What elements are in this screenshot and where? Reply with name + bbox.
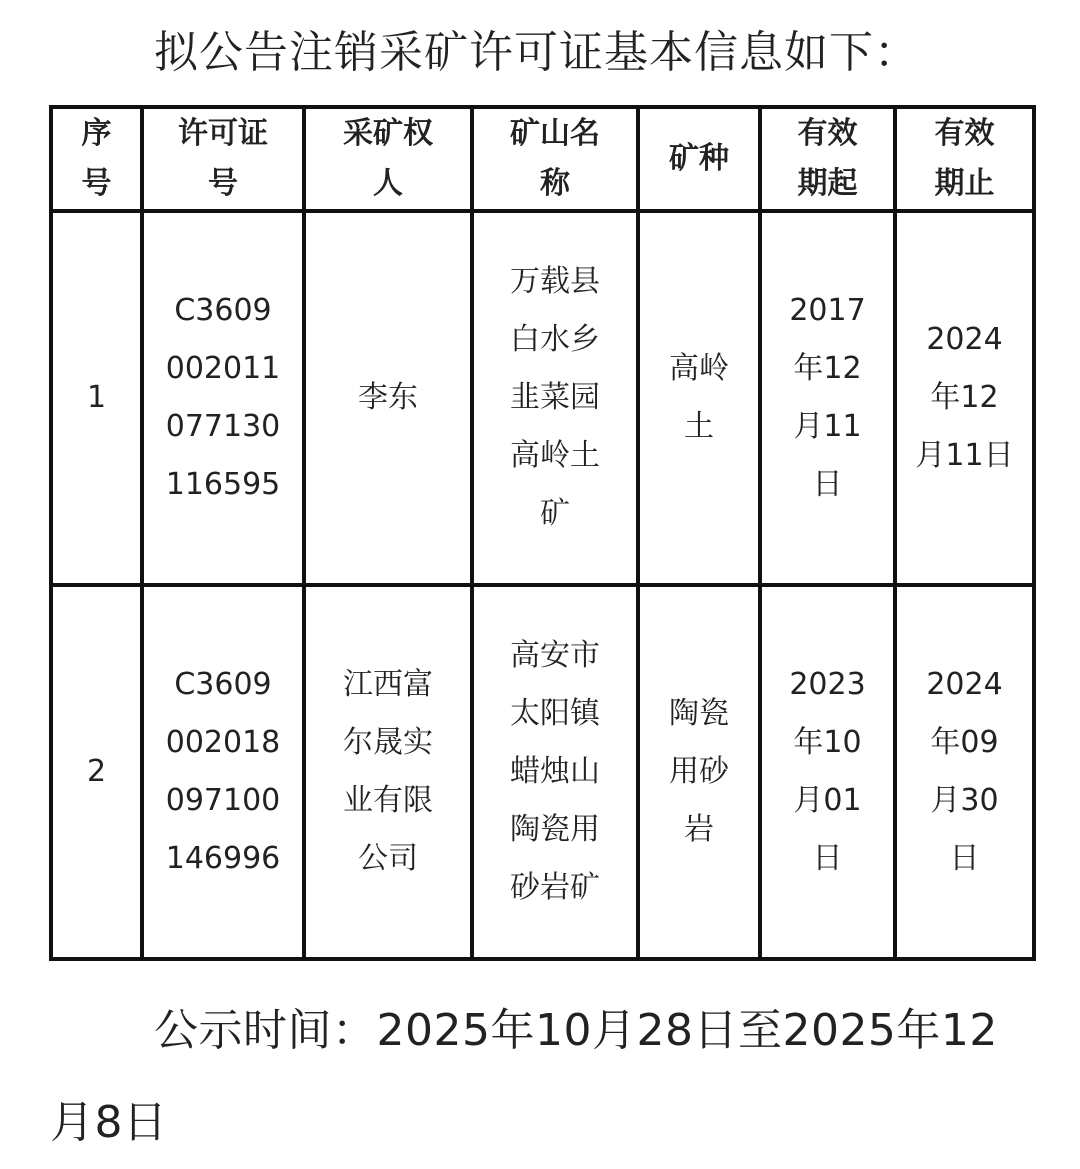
cell-index: 2 (51, 585, 142, 959)
cell-license-number: C3609 002011 077130 116595 (142, 211, 304, 585)
header-mine-name: 矿山名 称 (472, 107, 638, 211)
table-row (51, 211, 1034, 585)
cell-mining-right-holder: 江西富 尔晟实 业有限 公司 (304, 585, 472, 959)
header-valid-until: 有效 期止 (895, 107, 1034, 211)
cell-valid-from: 2023 年10 月01 日 (760, 585, 895, 959)
table-row (51, 585, 1034, 959)
table-header-row (51, 107, 1034, 211)
cell-mineral-type: 高岭 土 (638, 211, 760, 585)
cell-index: 1 (51, 211, 142, 585)
intro-text: 拟公告注销采矿许可证基本信息如下： (154, 27, 919, 78)
permit-table (49, 105, 1036, 961)
cell-mineral-type: 陶瓷 用砂 岩 (638, 585, 760, 959)
cell-license-number: C3609 002018 097100 146996 (142, 585, 304, 959)
header-mining-right-holder: 采矿权 人 (304, 107, 472, 211)
cell-valid-until: 2024 年09 月30 日 (895, 585, 1034, 959)
header-license-number: 许可证 号 (142, 107, 304, 211)
cell-mining-right-holder: 李东 (304, 211, 472, 585)
cell-valid-until: 2024 年12 月11日 (895, 211, 1034, 585)
header-mineral-type: 矿种 (638, 107, 760, 211)
cell-mine-name: 万载县 白水乡 韭菜园 高岭土 矿 (472, 211, 638, 585)
cell-mine-name: 高安市 太阳镇 蜡烛山 陶瓷用 砂岩矿 (472, 585, 638, 959)
header-valid-from: 有效 期起 (760, 107, 895, 211)
publicity-period-text: 公示时间：2025年10月28日至2025年12月8日 (50, 1005, 998, 1148)
header-index: 序 号 (51, 107, 142, 211)
cell-valid-from: 2017 年12 月11 日 (760, 211, 895, 585)
